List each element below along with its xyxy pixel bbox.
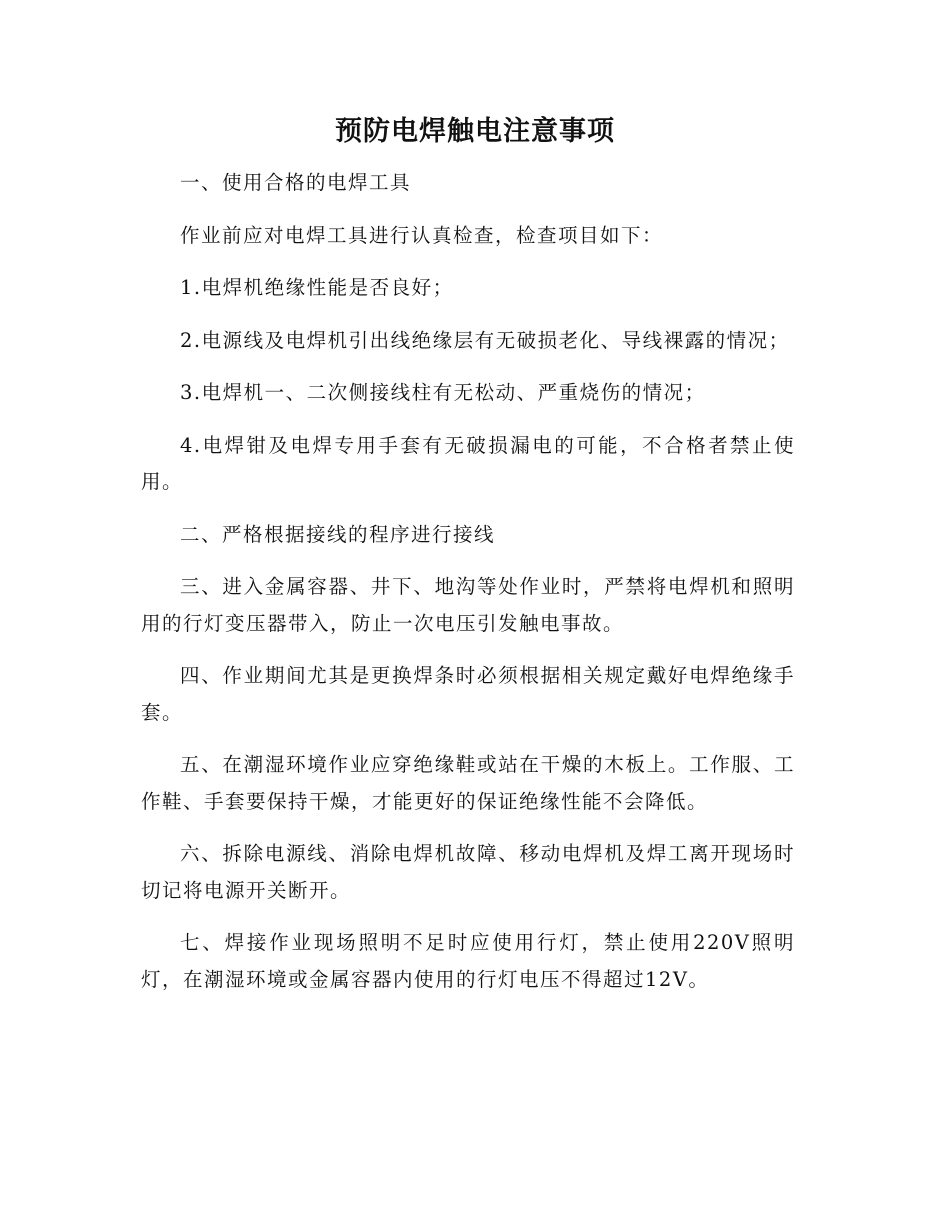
- document-title: 预防电焊触电注意事项: [335, 116, 615, 147]
- section-heading-2: 二、严格根据接线的程序进行接线: [180, 522, 496, 546]
- list-item-4: 4.电焊钳及电焊专用手套有无破损漏电的可能，不合格者禁止使用。: [141, 433, 795, 493]
- section-heading-1: 一、使用合格的电焊工具: [180, 171, 412, 194]
- paragraph-inspection-intro: 作业前应对电焊工具进行认真检查，检查项目如下：: [180, 223, 664, 247]
- list-item-2: 2.电源线及电焊机引出线绝缘层有无破损老化、导线裸露的情况；: [180, 328, 790, 352]
- list-item-1: 1.电焊机绝缘性能是否良好；: [180, 276, 454, 299]
- section-paragraph-6: 六、拆除电源线、消除电焊机故障、移动电焊机及焊工离开现场时切记将电源开关断开。: [141, 842, 795, 902]
- section-paragraph-4: 四、作业期间尤其是更换焊条时必须根据相关规定戴好电焊绝缘手套。: [141, 664, 795, 724]
- section-paragraph-7: 七、焊接作业现场照明不足时应使用行灯，禁止使用220V照明灯，在潮湿环境或金属容器内使用的行灯电压不得超过12V。: [141, 931, 795, 991]
- list-item-3: 3.电焊机一、二次侧接线柱有无松动、严重烧伤的情况；: [180, 381, 706, 404]
- section-paragraph-3: 三、进入金属容器、井下、地沟等处作业时，严禁将电焊机和照明用的行灯变压器带入，防止一次电压引发触电事故。: [141, 575, 795, 635]
- section-paragraph-5: 五、在潮湿环境作业应穿绝缘鞋或站在干燥的木板上。工作服、工作鞋、手套要保持干燥，才能更好的保证绝缘性能不会降低。: [141, 753, 795, 813]
- document-body: [141, 165, 795, 1014]
